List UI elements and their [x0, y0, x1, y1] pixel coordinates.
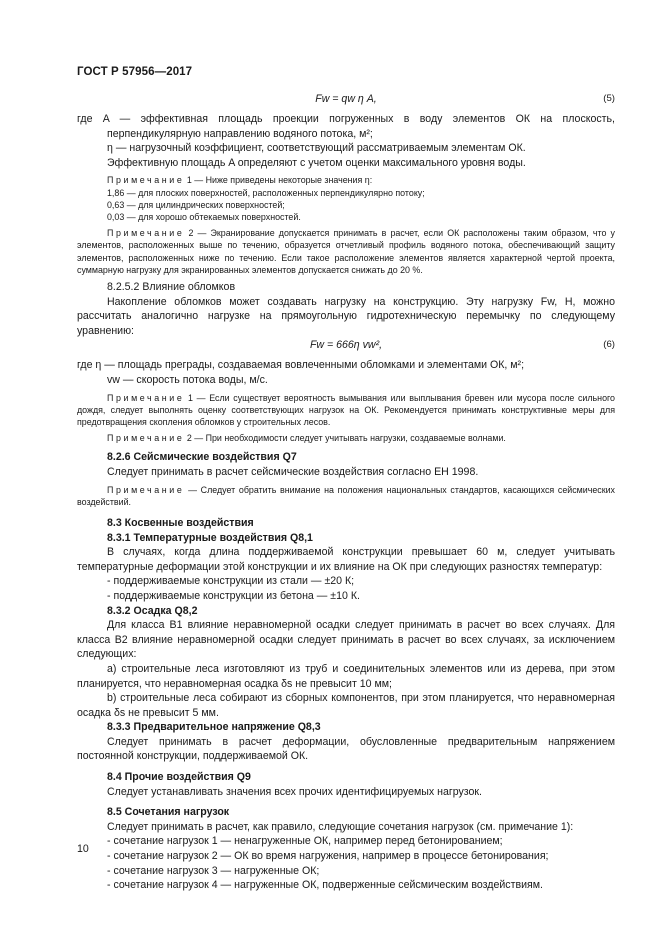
settlement-text: Для класса В1 влияние неравномерной осадки следует принимать в расчет во всех случаях. Для класса В2 влияние неравномерной осадки следует принимать в расчет во всех случаях, за исключением следующих: — [77, 619, 615, 661]
note-1 — [77, 174, 615, 223]
note-1-text: 1 — Ниже приведены некоторые значения η: — [184, 175, 373, 186]
debris-text: Накопление обломков может создавать нагрузку на конструкцию. Эту нагрузку Fw, Н, можно рассчитать аналогично нагрузке на прямоугольную гидротехническую перемычку по следующему уравнению: — [77, 295, 615, 337]
note-2 — [77, 227, 615, 276]
combinations-text: Следует принимать в расчет, как правило, следующие сочетания нагрузок (см. примечание 1): — [107, 820, 574, 833]
section-8-3-2: 8.3.2 Осадка Q8,2 — [107, 604, 198, 617]
note-3-text: 1 — Если существует вероятность вымывания или выплывания бревен или мусора после сильного дождя, следует выполнять оценку соответствующих нагрузок на ОК. Рекомендуется принимать конструктивные меры для предотвращения скопления обломков у строительных лесов. — [77, 392, 615, 427]
prestress-text: Следует принимать в расчет деформации, обусловленные предварительным напряжением постоянной конструкции, поддерживаемой ОК. — [77, 735, 615, 763]
section-8-4: 8.4 Прочие воздействия Q9 — [107, 771, 251, 784]
note-4-text: 2 — При необходимости следует учитывать нагрузки, создаваемые волнами. — [184, 433, 506, 444]
where-eta-2: где η — площадь преграды, создаваемая вовлеченными обломками и элементами ОК, м²; — [77, 359, 525, 372]
note-4-label: Примечание — [107, 433, 185, 444]
document-header: ГОСТ Р 57956—2017 — [77, 66, 193, 78]
where-vw: vw — скорость потока воды, м/с. — [107, 373, 268, 386]
note-3 — [77, 392, 615, 429]
note-1-label: Примечание — [107, 175, 185, 186]
note-5 — [77, 484, 615, 508]
where-a: где A — эффективная площадь проекции погруженных в воду элементов ОК на плоскость, перпендикулярную направлению водяного потока, м²; — [77, 113, 615, 140]
combination-item: - сочетание нагрузок 3 — нагруженные ОК; — [107, 864, 320, 877]
note-1-item: 0,03 — для хорошо обтекаемых поверхностей. — [107, 211, 301, 222]
equation-6 — [77, 338, 615, 358]
note-5-label: Примечание — [107, 484, 185, 495]
note-2-label: Примечание — [107, 228, 185, 239]
note-3-label: Примечание — [107, 392, 185, 403]
temperature-text: В случаях, когда длина поддерживаемой конструкции превышает 60 м, следует учитывать температурные деформации этой конструкции и их влияние на ОК при следующих разностях температур: — [77, 546, 615, 573]
combination-item: - сочетание нагрузок 4 — нагруженные ОК, подверженные сейсмическим воздействиям. — [107, 879, 543, 892]
section-8-3-3: 8.3.3 Предварительное напряжение Q8,3 — [107, 721, 321, 734]
section-8-5: 8.5 Сочетания нагрузок — [107, 806, 230, 819]
note-4 — [77, 432, 615, 444]
equation-5-formula: Fw = qw η A, — [315, 93, 377, 105]
section-8-3: 8.3 Косвенные воздействия — [107, 516, 254, 529]
section-8-2-6: 8.2.6 Сейсмические воздействия Q7 — [107, 451, 297, 464]
document-body — [77, 92, 615, 893]
temperature-item: - поддерживаемые конструкции из бетона — ±10 К. — [107, 589, 360, 602]
settlement-item-b: b) строительные леса собирают из сборных компонентов, при этом планируется, что неравномерная осадка δs не превысит 5 мм. — [77, 692, 615, 719]
equation-6-number: (6) — [603, 339, 615, 351]
note-1-item: 1,86 — для плоских поверхностей, расположенных перпендикулярно потоку; — [107, 187, 425, 198]
equation-5 — [77, 92, 615, 112]
equation-5-number: (5) — [603, 93, 615, 104]
section-8-2-5-2: 8.2.5.2 Влияние обломков — [107, 281, 236, 293]
note-5-text: — Следует обратить внимание на положения национальных стандартов, касающихся сейсмических воздействий. — [77, 484, 615, 507]
settlement-item-a: а) строительные леса изготовляют из труб и соединительных элементов или из дерева, при этом планируется, что неравномерная осадка δs не превысит 10 мм; — [77, 662, 615, 690]
equation-6-formula: Fw = 666η vw², — [309, 339, 383, 352]
page-number: 10 — [77, 843, 89, 855]
note-1-item: 0,63 — для цилиндрических поверхностей; — [107, 199, 285, 210]
effective-area: Эффективную площадь A определяют с учетом оценки максимального уровня воды. — [107, 156, 526, 169]
temperature-item: - поддерживаемые конструкции из стали — ±20 К; — [107, 575, 355, 588]
section-8-3-1: 8.3.1 Температурные воздействия Q8,1 — [107, 531, 313, 544]
combination-item: - сочетание нагрузок 2 — ОК во время нагружения, например в процессе бетонирования; — [107, 850, 549, 863]
combination-item: - сочетание нагрузок 1 — ненагруженные ОК, например перед бетонированием; — [107, 835, 503, 848]
where-eta: η — нагрузочный коэффициент, соответствующий рассматриваемым элементам ОК. — [107, 142, 526, 155]
note-2-text: 2 — Экранирование допускается принимать в расчет, если ОК расположены таким образом, что у элементов, расположенных выше по течению, образуется отчетливый профиль водяного потока, обеспечивающий защиту элементов, расположенных ниже по течению. Если такое расположение элементов является характерной чертой проекта, суммарную нагрузку для экранированных элементов допускается снижать до 20 %. — [77, 228, 615, 275]
seismic-text: Следует принимать в расчет сейсмические воздействия согласно ЕН 1998. — [107, 465, 479, 478]
other-actions-text: Следует устанавливать значения всех прочих идентифицируемых нагрузок. — [107, 785, 482, 798]
